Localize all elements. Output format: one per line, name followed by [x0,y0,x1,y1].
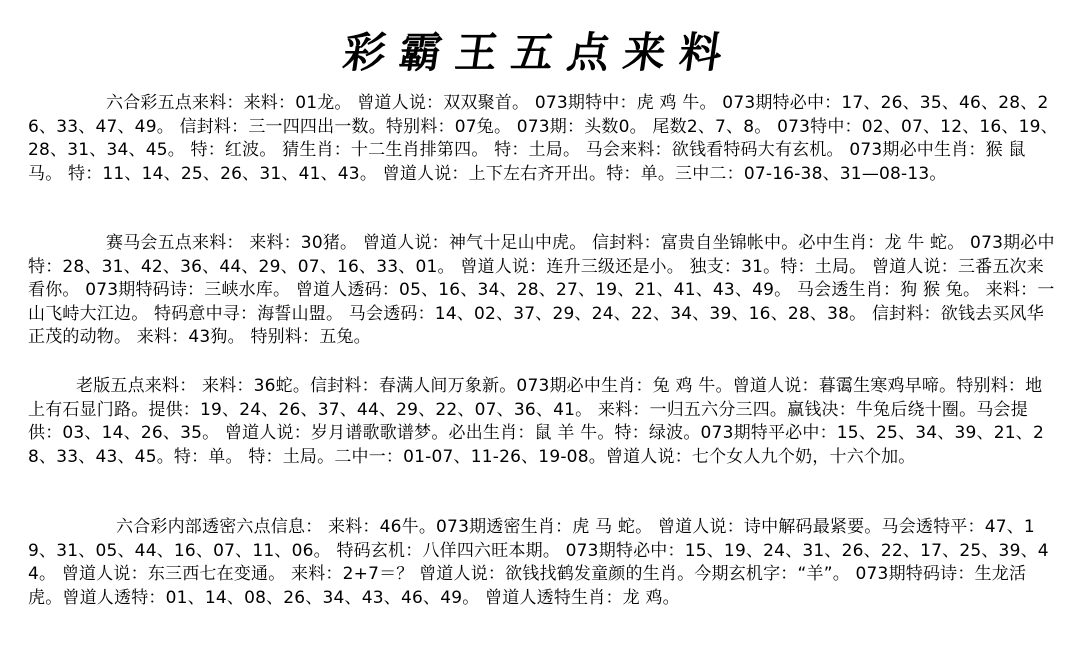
paragraph-text: 赛马会五点来料： 来料：30猪。 曾道人说：神气十足山中虎。 信封料：富贵自坐锦帐中。必中生肖：龙 牛 蛇。 073期必中特：28、31、42、36、44、29、07、16、33、01。 曾道人说：连升三级还是小。 独支：31。特：土局。 曾道人说：三番五次来看你。 073期特码诗：三峡水库。 曾道人透码：05、16、34、28、27、19、21、41、43、49。 马会透生肖：狗 猴 兔。 来料：一山飞峙大江边。 特码意中寻：海誓山盟。 马会透码：14、02、37、29、24、22、34、39、16、28、38。 信封料：欲钱去买风华正茂的动物。 来料：43狗。 特别料：五兔。 [28,233,1055,347]
paragraph-saimahui-five-points [28,232,1058,350]
paragraph-internal-six-points [28,516,1058,610]
paragraph-liuhecai-five-points [28,92,1058,186]
paragraph-text: 老版五点来料： 来料：36蛇。信封料：春满人间万象新。073期必中生肖：兔 鸡 牛。曾道人说：暮霭生寒鸡早啼。特别料：地上有石显门路。提供：19、24、26、37、44、29、22、07、36、41。 来料：一归五六分三四。赢钱决：牛兔后绕十圈。马会提供：03、14、26、35。 曾道人说：岁月谱歌歌谱梦。必出生肖：鼠 羊 牛。特：绿波。073期特平必中：15、25、34、39、21、28、33、43、45。特：单。 特：土局。二中一：01-07、11-26、19-08。曾道人说：七个女人九个奶，十六个加。 [28,376,1044,467]
paragraph-text: 六合彩内部透密六点信息： 来料：46牛。073期透密生肖：虎 马 蛇。 曾道人说：诗中解码最紧要。马会透特平：47、19、31、05、44、16、07、11、06。 特码玄机：八佯四六旺本期。 073期特必中：15、19、24、31、26、22、17、25、39、44。 曾道人说：东三西七在变通。 来料：2+7＝？ 曾道人说：欲钱找鹤发童颜的生肖。今期玄机字：“羊”。 073期特码诗：生龙活虎。曾道人透特：01、14、08、26、34、43、46、49。 曾道人透特生肖：龙 鸡。 [28,517,1049,608]
page-title: 彩霸王五点来料 [340,28,740,77]
paragraph-laoban-five-points [28,375,1058,469]
paragraph-text: 六合彩五点来料：来料：01龙。 曾道人说：双双聚首。 073期特中：虎 鸡 牛。 073期特必中：17、26、35、46、28、26、33、47、49。 信封料：三一四四出一数。特别料：07兔。 073期：头数0。 尾数2、7、8。 073特中：02、07、12、16、19、28、31、34、45。 特：红波。 猜生肖：十二生肖排第四。 特：土局。 马会来料：欲钱看特码大有玄机。 073期必中生肖：猴 鼠 马。 特：11、14、25、26、31、41、43。 曾道人说：上下左右齐开出。特：单。三中二：07-16-38、31—08-13。 [28,93,1058,184]
